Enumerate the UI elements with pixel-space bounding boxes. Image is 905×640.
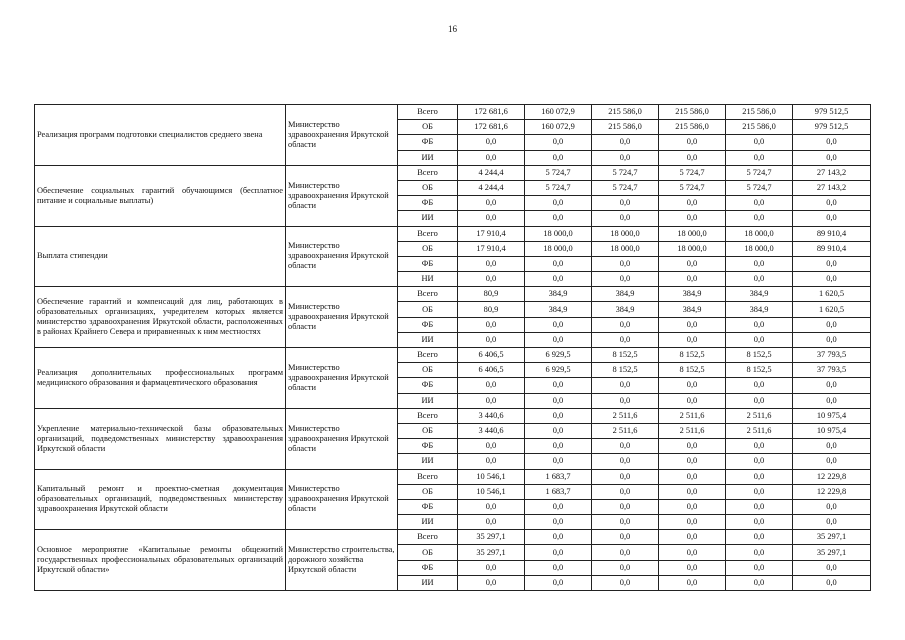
year-value-cell: 0,0	[726, 393, 793, 408]
year-value-cell: 0,0	[592, 439, 659, 454]
funding-source: ФБ	[398, 499, 458, 514]
funding-source: ФБ	[398, 256, 458, 271]
year-value-cell: 0,0	[659, 454, 726, 469]
year-value-cell: 0,0	[592, 332, 659, 347]
responsible-executor: Министерство здравоохранения Иркутской области	[286, 348, 398, 409]
funding-source: ФБ	[398, 196, 458, 211]
year-value-cell: 215 586,0	[592, 105, 659, 120]
total-value-cell: 979 512,5	[793, 120, 871, 135]
total-value-cell: 37 793,5	[793, 363, 871, 378]
activity-description: Реализация программ подготовки специалистов среднего звена	[35, 105, 286, 166]
year-value-cell: 384,9	[659, 287, 726, 302]
total-value-cell: 0,0	[793, 317, 871, 332]
year-value-cell: 5 724,7	[592, 180, 659, 195]
year-value-cell: 0,0	[726, 545, 793, 560]
year-value-cell: 0,0	[659, 272, 726, 287]
year-value-cell: 0,0	[525, 150, 592, 165]
year-value-cell: 10 546,1	[458, 469, 525, 484]
year-value-cell: 384,9	[592, 287, 659, 302]
year-value-cell: 0,0	[525, 378, 592, 393]
year-value-cell: 5 724,7	[659, 180, 726, 195]
year-value-cell: 0,0	[659, 317, 726, 332]
year-value-cell: 0,0	[525, 393, 592, 408]
year-value-cell: 0,0	[592, 469, 659, 484]
total-value-cell: 0,0	[793, 393, 871, 408]
year-value-cell: 0,0	[592, 150, 659, 165]
total-value-cell: 10 975,4	[793, 408, 871, 423]
year-value-cell: 0,0	[525, 332, 592, 347]
year-value-cell: 0,0	[525, 439, 592, 454]
year-value-cell: 5 724,7	[726, 165, 793, 180]
funding-source: ОБ	[398, 180, 458, 195]
year-value-cell: 0,0	[458, 332, 525, 347]
year-value-cell: 215 586,0	[726, 120, 793, 135]
total-value-cell: 1 620,5	[793, 287, 871, 302]
year-value-cell: 0,0	[525, 423, 592, 438]
year-value-cell: 18 000,0	[659, 241, 726, 256]
year-value-cell: 18 000,0	[592, 241, 659, 256]
year-value-cell: 0,0	[659, 560, 726, 575]
year-value-cell: 6 406,5	[458, 363, 525, 378]
total-value-cell: 0,0	[793, 256, 871, 271]
total-value-cell: 0,0	[793, 454, 871, 469]
year-value-cell: 384,9	[525, 287, 592, 302]
year-value-cell: 0,0	[726, 530, 793, 545]
year-value-cell: 8 152,5	[659, 348, 726, 363]
total-value-cell: 979 512,5	[793, 105, 871, 120]
year-value-cell: 0,0	[458, 439, 525, 454]
year-value-cell: 2 511,6	[592, 408, 659, 423]
funding-source: Всего	[398, 469, 458, 484]
year-value-cell: 0,0	[592, 499, 659, 514]
year-value-cell: 0,0	[592, 256, 659, 271]
year-value-cell: 0,0	[458, 378, 525, 393]
total-value-cell: 0,0	[793, 515, 871, 530]
activity-description: Обеспечение гарантий и компенсаций для лиц, работающих в образовательных организациях, учредителем которых является министерство здравоохранения Иркутской области, расположенных в районах Крайнего Севера и приравненных к ним местностях	[35, 287, 286, 348]
total-value-cell: 10 975,4	[793, 423, 871, 438]
total-value-cell: 27 143,2	[793, 165, 871, 180]
year-value-cell: 0,0	[525, 256, 592, 271]
year-value-cell: 0,0	[726, 332, 793, 347]
year-value-cell: 0,0	[659, 545, 726, 560]
year-value-cell: 18 000,0	[592, 226, 659, 241]
total-value-cell: 0,0	[793, 575, 871, 590]
table-row	[35, 348, 871, 363]
year-value-cell: 0,0	[592, 196, 659, 211]
funding-source: ОБ	[398, 241, 458, 256]
total-value-cell: 37 793,5	[793, 348, 871, 363]
year-value-cell: 18 000,0	[726, 226, 793, 241]
year-value-cell: 384,9	[659, 302, 726, 317]
year-value-cell: 0,0	[592, 211, 659, 226]
total-value-cell: 0,0	[793, 378, 871, 393]
funding-source: Всего	[398, 408, 458, 423]
total-value-cell: 0,0	[793, 332, 871, 347]
year-value-cell: 0,0	[592, 454, 659, 469]
funding-source: ОБ	[398, 120, 458, 135]
year-value-cell: 4 244,4	[458, 180, 525, 195]
year-value-cell: 18 000,0	[726, 241, 793, 256]
year-value-cell: 0,0	[525, 317, 592, 332]
page-number: 16	[448, 24, 457, 34]
year-value-cell: 215 586,0	[726, 105, 793, 120]
responsible-executor: Министерство здравоохранения Иркутской области	[286, 287, 398, 348]
responsible-executor: Министерство здравоохранения Иркутской области	[286, 165, 398, 226]
year-value-cell: 1 683,7	[525, 484, 592, 499]
funding-source: Всего	[398, 105, 458, 120]
year-value-cell: 0,0	[592, 378, 659, 393]
year-value-cell: 0,0	[592, 560, 659, 575]
total-value-cell: 27 143,2	[793, 180, 871, 195]
activity-description: Капитальный ремонт и проектно-сметная документация образовательных организаций, подведомственных министерству здравоохранения Иркутской области	[35, 469, 286, 530]
table-body	[35, 105, 871, 591]
year-value-cell: 3 440,6	[458, 423, 525, 438]
year-value-cell: 35 297,1	[458, 530, 525, 545]
total-value-cell: 0,0	[793, 211, 871, 226]
year-value-cell: 10 546,1	[458, 484, 525, 499]
year-value-cell: 0,0	[659, 150, 726, 165]
table-row	[35, 226, 871, 241]
total-value-cell: 0,0	[793, 439, 871, 454]
funding-source: ИИ	[398, 575, 458, 590]
activity-description: Укрепление материально-технической базы образовательных организаций, подведомственных министерству здравоохранения Иркутской области	[35, 408, 286, 469]
year-value-cell: 0,0	[458, 499, 525, 514]
total-value-cell: 0,0	[793, 135, 871, 150]
year-value-cell: 0,0	[726, 499, 793, 514]
responsible-executor: Министерство здравоохранения Иркутской области	[286, 226, 398, 287]
year-value-cell: 0,0	[659, 378, 726, 393]
year-value-cell: 384,9	[592, 302, 659, 317]
total-value-cell: 0,0	[793, 150, 871, 165]
year-value-cell: 2 511,6	[592, 423, 659, 438]
year-value-cell: 18 000,0	[525, 226, 592, 241]
year-value-cell: 0,0	[458, 317, 525, 332]
funding-source: Всего	[398, 226, 458, 241]
year-value-cell: 0,0	[726, 454, 793, 469]
year-value-cell: 0,0	[659, 332, 726, 347]
year-value-cell: 6 929,5	[525, 348, 592, 363]
year-value-cell: 2 511,6	[726, 408, 793, 423]
year-value-cell: 0,0	[659, 530, 726, 545]
funding-source: Всего	[398, 348, 458, 363]
year-value-cell: 0,0	[525, 196, 592, 211]
year-value-cell: 18 000,0	[525, 241, 592, 256]
total-value-cell: 0,0	[793, 560, 871, 575]
responsible-executor: Министерство строительства, дорожного хозяйства Иркутской области	[286, 530, 398, 591]
year-value-cell: 5 724,7	[592, 165, 659, 180]
year-value-cell: 0,0	[458, 454, 525, 469]
funding-source: ОБ	[398, 484, 458, 499]
responsible-executor: Министерство здравоохранения Иркутской области	[286, 469, 398, 530]
year-value-cell: 215 586,0	[659, 105, 726, 120]
budget-table	[34, 104, 871, 591]
year-value-cell: 5 724,7	[525, 180, 592, 195]
year-value-cell: 2 511,6	[726, 423, 793, 438]
year-value-cell: 0,0	[458, 135, 525, 150]
funding-source: ОБ	[398, 302, 458, 317]
year-value-cell: 0,0	[525, 135, 592, 150]
year-value-cell: 0,0	[726, 135, 793, 150]
total-value-cell: 35 297,1	[793, 545, 871, 560]
year-value-cell: 8 152,5	[726, 363, 793, 378]
activity-description: Основное мероприятие «Капитальные ремонты общежитий государственных профессиональных образовательных организаций Иркутской области»	[35, 530, 286, 591]
year-value-cell: 0,0	[525, 272, 592, 287]
year-value-cell: 0,0	[592, 530, 659, 545]
year-value-cell: 0,0	[458, 256, 525, 271]
year-value-cell: 0,0	[458, 211, 525, 226]
year-value-cell: 17 910,4	[458, 241, 525, 256]
year-value-cell: 8 152,5	[659, 363, 726, 378]
year-value-cell: 4 244,4	[458, 165, 525, 180]
year-value-cell: 18 000,0	[659, 226, 726, 241]
year-value-cell: 0,0	[659, 211, 726, 226]
year-value-cell: 0,0	[592, 515, 659, 530]
year-value-cell: 0,0	[659, 469, 726, 484]
year-value-cell: 0,0	[659, 575, 726, 590]
year-value-cell: 0,0	[525, 545, 592, 560]
activity-description: Реализация дополнительных профессиональных программ медицинского образования и фармацевтического образования	[35, 348, 286, 409]
year-value-cell: 0,0	[726, 560, 793, 575]
total-value-cell: 12 229,8	[793, 484, 871, 499]
year-value-cell: 35 297,1	[458, 545, 525, 560]
funding-source: Всего	[398, 287, 458, 302]
year-value-cell: 0,0	[726, 439, 793, 454]
year-value-cell: 3 440,6	[458, 408, 525, 423]
year-value-cell: 384,9	[726, 287, 793, 302]
funding-source: ФБ	[398, 135, 458, 150]
total-value-cell: 0,0	[793, 196, 871, 211]
year-value-cell: 160 072,9	[525, 105, 592, 120]
year-value-cell: 384,9	[726, 302, 793, 317]
funding-source: Всего	[398, 530, 458, 545]
year-value-cell: 0,0	[592, 575, 659, 590]
year-value-cell: 0,0	[659, 196, 726, 211]
funding-source: ИИ	[398, 393, 458, 408]
year-value-cell: 0,0	[592, 317, 659, 332]
funding-source: Всего	[398, 165, 458, 180]
funding-source: ФБ	[398, 439, 458, 454]
funding-source: ИИ	[398, 211, 458, 226]
year-value-cell: 0,0	[458, 515, 525, 530]
total-value-cell: 1 620,5	[793, 302, 871, 317]
year-value-cell: 0,0	[726, 484, 793, 499]
year-value-cell: 0,0	[659, 515, 726, 530]
total-value-cell: 0,0	[793, 499, 871, 514]
year-value-cell: 0,0	[525, 408, 592, 423]
year-value-cell: 0,0	[726, 196, 793, 211]
year-value-cell: 0,0	[659, 484, 726, 499]
total-value-cell: 35 297,1	[793, 530, 871, 545]
total-value-cell: 0,0	[793, 272, 871, 287]
funding-source: ОБ	[398, 363, 458, 378]
year-value-cell: 0,0	[525, 454, 592, 469]
year-value-cell: 0,0	[726, 378, 793, 393]
funding-source: ФБ	[398, 378, 458, 393]
year-value-cell: 0,0	[525, 575, 592, 590]
year-value-cell: 0,0	[592, 272, 659, 287]
year-value-cell: 8 152,5	[726, 348, 793, 363]
year-value-cell: 0,0	[525, 515, 592, 530]
year-value-cell: 0,0	[726, 272, 793, 287]
year-value-cell: 0,0	[525, 560, 592, 575]
year-value-cell: 215 586,0	[659, 120, 726, 135]
year-value-cell: 160 072,9	[525, 120, 592, 135]
year-value-cell: 0,0	[726, 150, 793, 165]
funding-source: ОБ	[398, 545, 458, 560]
year-value-cell: 0,0	[726, 256, 793, 271]
funding-source: ИИ	[398, 150, 458, 165]
funding-source: ИИ	[398, 515, 458, 530]
funding-source: ФБ	[398, 560, 458, 575]
year-value-cell: 0,0	[726, 469, 793, 484]
responsible-executor: Министерство здравоохранения Иркутской области	[286, 408, 398, 469]
year-value-cell: 0,0	[726, 515, 793, 530]
year-value-cell: 0,0	[458, 272, 525, 287]
year-value-cell: 0,0	[659, 135, 726, 150]
year-value-cell: 0,0	[458, 560, 525, 575]
year-value-cell: 5 724,7	[726, 180, 793, 195]
year-value-cell: 2 511,6	[659, 423, 726, 438]
funding-source: ФБ	[398, 317, 458, 332]
funding-source: ОБ	[398, 423, 458, 438]
year-value-cell: 0,0	[525, 499, 592, 514]
table-row	[35, 469, 871, 484]
year-value-cell: 0,0	[592, 545, 659, 560]
year-value-cell: 0,0	[592, 135, 659, 150]
year-value-cell: 384,9	[525, 302, 592, 317]
total-value-cell: 89 910,4	[793, 226, 871, 241]
year-value-cell: 0,0	[659, 256, 726, 271]
year-value-cell: 0,0	[458, 393, 525, 408]
year-value-cell: 0,0	[659, 439, 726, 454]
year-value-cell: 0,0	[458, 150, 525, 165]
activity-description: Обеспечение социальных гарантий обучающимся (бесплатное питание и социальные выплаты)	[35, 165, 286, 226]
year-value-cell: 0,0	[592, 484, 659, 499]
year-value-cell: 0,0	[726, 575, 793, 590]
year-value-cell: 80,9	[458, 287, 525, 302]
year-value-cell: 0,0	[458, 575, 525, 590]
year-value-cell: 215 586,0	[592, 120, 659, 135]
year-value-cell: 0,0	[458, 196, 525, 211]
year-value-cell: 17 910,4	[458, 226, 525, 241]
year-value-cell: 6 406,5	[458, 348, 525, 363]
activity-description: Выплата стипендии	[35, 226, 286, 287]
responsible-executor: Министерство здравоохранения Иркутской области	[286, 105, 398, 166]
year-value-cell: 0,0	[659, 499, 726, 514]
table-row	[35, 287, 871, 302]
table-row	[35, 408, 871, 423]
year-value-cell: 8 152,5	[592, 363, 659, 378]
year-value-cell: 5 724,7	[659, 165, 726, 180]
year-value-cell: 0,0	[525, 530, 592, 545]
year-value-cell: 0,0	[659, 393, 726, 408]
year-value-cell: 0,0	[726, 211, 793, 226]
year-value-cell: 1 683,7	[525, 469, 592, 484]
year-value-cell: 172 681,6	[458, 120, 525, 135]
year-value-cell: 0,0	[592, 393, 659, 408]
total-value-cell: 12 229,8	[793, 469, 871, 484]
year-value-cell: 8 152,5	[592, 348, 659, 363]
year-value-cell: 6 929,5	[525, 363, 592, 378]
year-value-cell: 172 681,6	[458, 105, 525, 120]
table-row	[35, 165, 871, 180]
year-value-cell: 5 724,7	[525, 165, 592, 180]
year-value-cell: 2 511,6	[659, 408, 726, 423]
funding-source: НИ	[398, 272, 458, 287]
year-value-cell: 80,9	[458, 302, 525, 317]
year-value-cell: 0,0	[525, 211, 592, 226]
funding-source: ИИ	[398, 332, 458, 347]
table-row	[35, 530, 871, 545]
year-value-cell: 0,0	[726, 317, 793, 332]
table-row	[35, 105, 871, 120]
funding-source: ИИ	[398, 454, 458, 469]
total-value-cell: 89 910,4	[793, 241, 871, 256]
